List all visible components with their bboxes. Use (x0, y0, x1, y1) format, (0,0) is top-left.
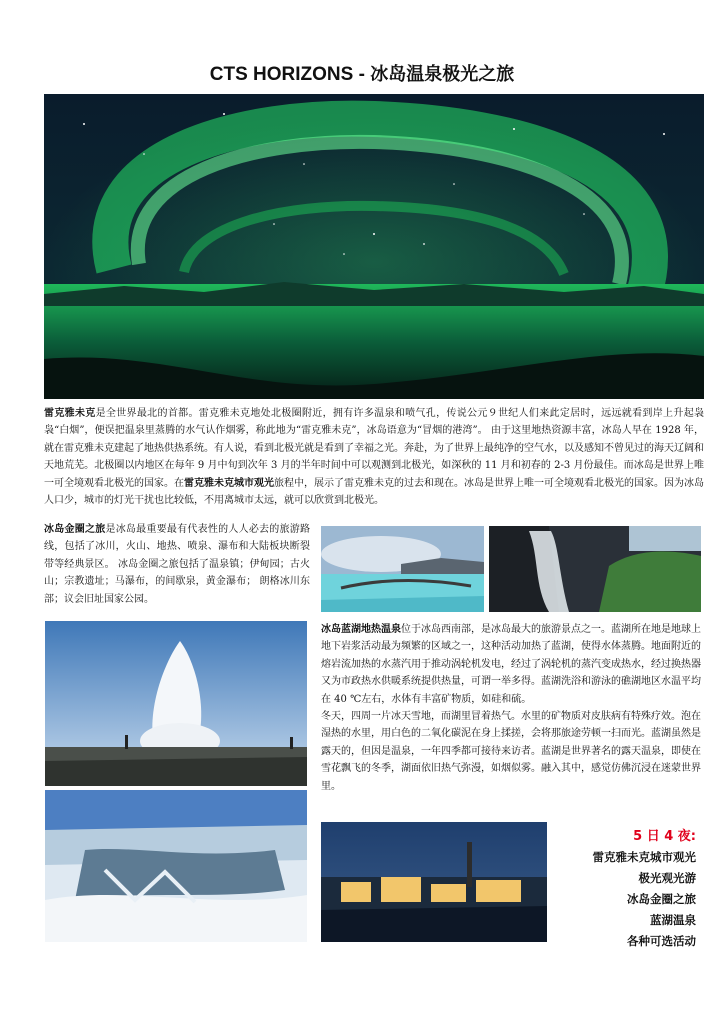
gullfoss-photo (45, 790, 307, 942)
itinerary-item: 极光观光游 (638, 871, 696, 885)
itinerary-item: 冰岛金圈之旅 (627, 892, 696, 906)
golden-circle-text: 是冰岛最重要最有代表性的人人必去的旅游路线，包括了冰川，火山、地热、喷泉、瀑布和大陆板块断裂带等经典景区。 冰岛金圈之旅包括了温泉镇；伊甸园；古火山；宗教遗址；马瀑布，的间歇泉，黄金瀑布； 朗格冰川东部；议会旧址国家公园。 (44, 524, 311, 605)
golden-circle-paragraph (44, 521, 310, 608)
reykjavik-lead: 雷克雅未克 (44, 408, 96, 419)
itinerary-item: 雷克雅未克城市观光 (592, 850, 696, 864)
intro-paragraph (44, 405, 704, 509)
geyser-photo (45, 621, 307, 786)
tour-title: 冰岛温泉极光之旅 (370, 64, 515, 85)
blue-lagoon-text: 位于冰岛西南部，是冰岛最大的旅游景点之一。蓝湖所在地是地球上地下岩浆活动最为频繁的区域之一，这种活动加热了蓝湖，使得水体蒸腾。地面附近的熔岩流加热的水蒸汽用于推动涡轮机发电，经过了涡轮机的蒸汽变成热水，经过换热器又为市政热水供暖系统提供热量，可谓一举多得。蓝湖洗浴和游泳的礁湖地区水温平均在 40 ℃左右，水体有丰富矿物质，如硅和硫。 (321, 624, 701, 705)
itinerary-item: 各种可选活动 (627, 934, 696, 948)
page-title (0, 60, 724, 86)
itinerary-box (593, 826, 697, 952)
blue-lagoon-paragraph (321, 621, 701, 795)
intro-text: 是全世界最北的首都。雷克雅未克地处北极圈附近，拥有许多温泉和喷气孔，传说公元９世纪人们来此定居时，远远就看到岸上升起袅袅“白烟”，便误把温泉里蒸腾的水气认作烟雾，称此地为“雷克雅未克”，冰岛语意为“冒烟的港湾”。 由于这里地热资源丰富，冰岛人早在 1928 年，就在雷克雅未克建起了地热供热系统。有人说，看到北极光就是看到了幸福之光。奔赴，为了世界上最纯净的空气水，以及感知不曾见过的海天辽阔和天地荒芜。北极圈以内地区在每年 9 月中旬到次年 3 月的半年时间中可以观测到北极光，如深秋的 11 月和初春的 2-3 月份最佳。而冰岛是世界上唯一可全境观看北极光的国家。在 (44, 408, 705, 489)
blue-lagoon-photo (321, 526, 484, 612)
blue-lagoon-lead: 冰岛蓝湖地热温泉 (321, 624, 401, 635)
aurora-photo (44, 94, 704, 399)
brand-name: CTS HORIZONS - (209, 64, 371, 85)
blue-lagoon-text-2: 冬天，四周一片冰天雪地，而湖里冒着热气。水里的矿物质对皮肤病有特殊疗效。泡在湿热的水里，用白色的二氧化碳泥在身上揉搓，会将那旅途劳顿一扫而光。蓝湖虽然是露天的，但因是温泉，一年四季都可接待来访者。蓝湖是世界著名的露天温泉，即使在雪花飘飞的冬季，湖面依旧热气弥漫，如烟似雾。融入其中，感觉仿佛沉浸在迷蒙世界里。 (321, 711, 701, 792)
waterfall-photo (489, 526, 701, 612)
golden-circle-lead: 冰岛金圈之旅 (44, 524, 106, 535)
itinerary-item: 蓝湖温泉 (650, 913, 696, 927)
itinerary-heading: 5 日 4 夜: (633, 829, 696, 844)
stockholm-city-photo (321, 822, 547, 942)
intro-text-2: 旅程中，展示了雷克雅未克的过去和现在。冰岛是世界上唯一可全境观看北极光的国家。因为冰岛人口少，城市的灯光干扰也比较低，不用离城市太远，就可以欣赏到北极光。 (44, 477, 704, 507)
reykjavik-tour-highlight: 雷克雅未克城市观光 (184, 477, 274, 489)
